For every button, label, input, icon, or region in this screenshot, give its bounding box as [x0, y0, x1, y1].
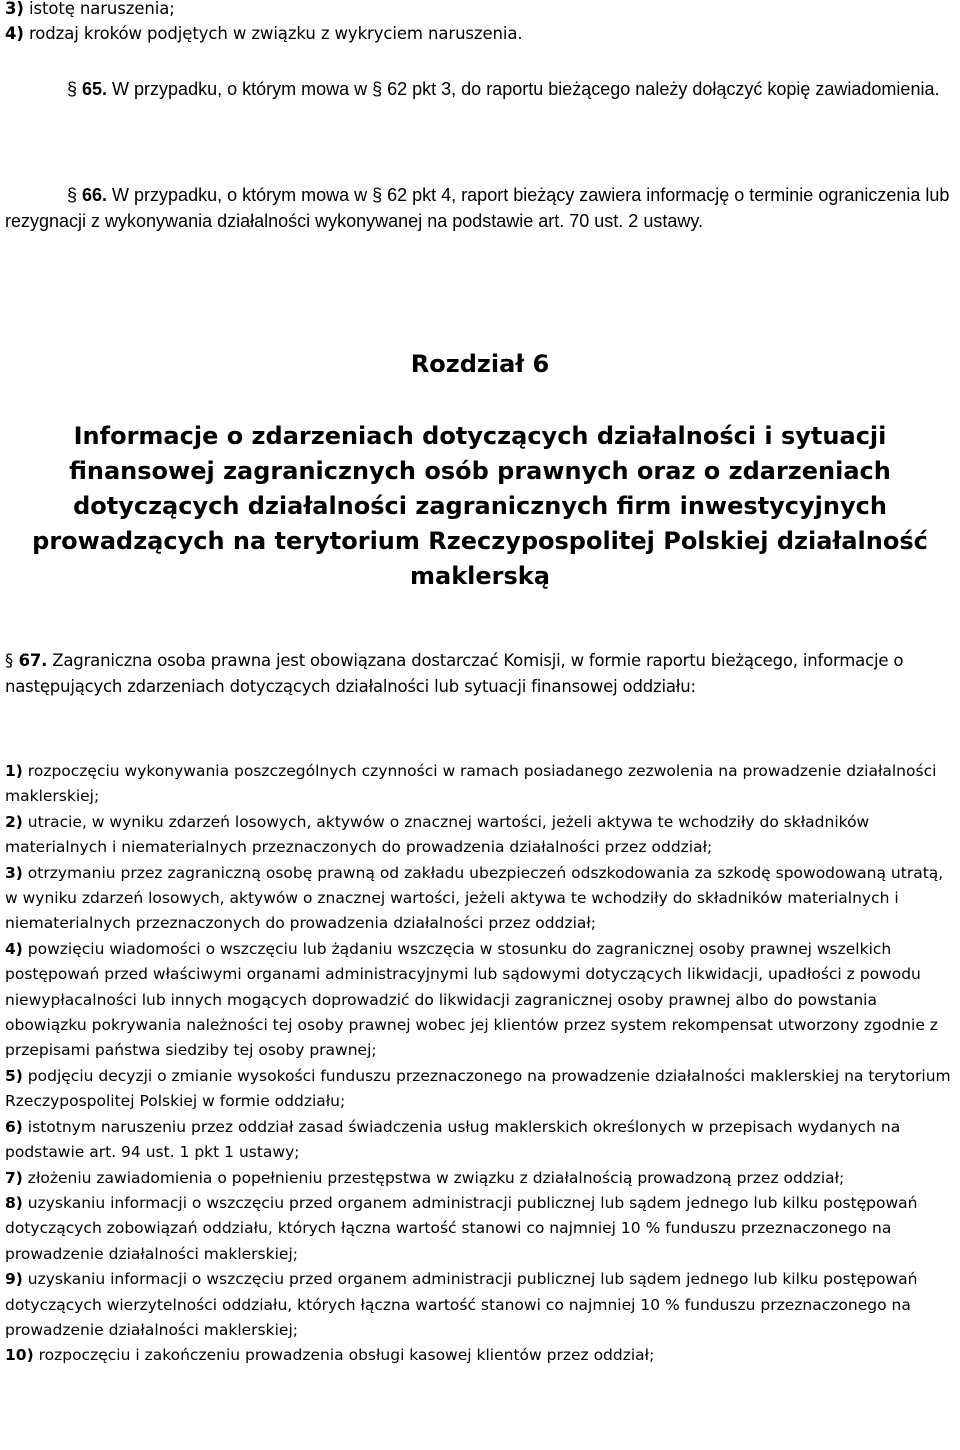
chapter-title-line: dotyczących działalności zagranicznych firm inwestycyjnych [73, 492, 887, 520]
item-text: uzyskaniu informacji o wszczęciu przed organem administracji publicznej lub sądem jednego lub kilku postępowań dotyczących zobowiązań oddziału, których łączna wartość stanowi co najmniej 10 % funduszu przeznaczonego na prowadzenie działalności maklerskiej; [5, 1193, 918, 1263]
item-number: 3) [5, 863, 23, 882]
item-text: istotę naruszenia; [23, 0, 175, 18]
paragraph-text: Zagraniczna osoba prawna jest obowiązana dostarczać Komisji, w formie raportu bieżącego, informacje o następujących zdarzeniach dotyczących działalności lub sytuacji finansowej oddziału: [5, 651, 904, 696]
list-item [5, 810, 957, 861]
list-item [5, 1166, 957, 1191]
list-item [5, 1115, 957, 1166]
paragraph-65 [5, 76, 955, 102]
list-item [5, 21, 955, 47]
item-number: 3) [5, 0, 24, 18]
paragraph-text: W przypadku, o którym mowa w § 62 pkt 3, do raportu bieżącego należy dołączyć kopię zawiadomienia. [107, 79, 940, 99]
item-number: 5) [5, 1066, 23, 1085]
chapter-title-line: maklerską [410, 562, 550, 590]
paragraph-number: 66. [77, 185, 108, 205]
item-text: złożeniu zawiadomienia o popełnieniu przestępstwa w związku z działalnością prowadzoną przez oddział; [22, 1168, 845, 1187]
paragraph-67 [5, 648, 955, 700]
chapter-title-line: prowadzących na terytorium Rzeczypospolitej Polskiej działalność [32, 527, 928, 555]
enumerated-list [5, 759, 957, 1369]
paragraph-text: W przypadku, o którym mowa w § 62 pkt 4, raport bieżący zawiera informację o terminie ograniczenia lub rezygnacji z wykonywania działalności wykonywanej na podstawie art. 70 ust. 2 ustawy. [5, 185, 950, 231]
item-number: 2) [5, 812, 23, 831]
list-item [5, 759, 957, 810]
chapter-title-line: finansowej zagranicznych osób prawnych oraz o zdarzeniach [69, 457, 891, 485]
item-text: podjęciu decyzji o zmianie wysokości funduszu przeznaczonego na prowadzenie działalności maklerskiej na terytorium Rzeczypospolitej Polskiej w formie oddziału; [5, 1066, 951, 1111]
item-text: istotnym naruszeniu przez oddział zasad świadczenia usług maklerskich określonych w przepisach wydanych na podstawie art. 94 ust. 1 pkt 1 ustawy; [5, 1117, 901, 1162]
list-item [5, 861, 957, 937]
item-text: rodzaj kroków podjętych w związku z wykryciem naruszenia. [23, 24, 523, 43]
section-sign: § [67, 79, 78, 99]
item-number: 8) [5, 1193, 23, 1212]
list-item [5, 1343, 957, 1368]
section-sign: § [5, 651, 14, 670]
item-number: 4) [5, 24, 24, 43]
chapter-title [0, 419, 960, 594]
list-item [5, 937, 957, 1064]
item-number: 9) [5, 1270, 23, 1289]
item-text: rozpoczęciu i zakończeniu prowadzenia obsługi kasowej klientów przez oddział; [33, 1346, 655, 1365]
list-item [5, 1267, 957, 1343]
section-sign: § [67, 185, 78, 205]
chapter-label: Rozdział 6 [410, 350, 550, 378]
list-item [5, 1191, 957, 1267]
item-text: powzięciu wiadomości o wszczęciu lub żądaniu wszczęcia w stosunku do zagranicznej osoby prawnej wszelkich postępowań przed właściwymi organami administracyjnymi lub sądowymi dotyczących likwidacji, upadłości z powodu niewypłacalności lub innych mogących doprowadzić do likwidacji zagranicznej osoby prawnej albo do powstania obowiązku pokrywania należności tej osoby prawnej wobec jej klientów przez system rekompensat utworzony zgodnie z przepisami państwa siedziby tej osoby prawnej; [5, 939, 938, 1060]
item-text: utracie, w wyniku zdarzeń losowych, aktywów o znacznej wartości, jeżeli aktywa te wchodziły do składników materialnych i niematerialnych przeznaczonych do prowadzenia działalności przez oddział; [5, 812, 870, 857]
item-text: rozpoczęciu wykonywania poszczególnych czynności w ramach posiadanego zezwolenia na prowadzenie działalności maklerskiej; [5, 762, 937, 806]
item-number: 7) [5, 1168, 23, 1187]
item-number: 1) [5, 762, 23, 780]
item-text: otrzymaniu przez zagraniczną osobę prawną od zakładu ubezpieczeń odszkodowania za szkodę spowodowaną utratą, w wyniku zdarzeń losowych, aktywów o znacznej wartości, jeżeli aktywa te wchodziły do składników materialnych i niematerialnych przeznaczonych do prowadzenia działalności przez oddział; [5, 863, 944, 933]
list-item [5, 1064, 957, 1115]
item-text: uzyskaniu informacji o wszczęciu przed organem administracji publicznej lub sądem jednego lub kilku postępowań dotyczących wierzytelności oddziału, których łączna wartość stanowi co najmniej 10 % funduszu przeznaczonego na prowadzenie działalności maklerskiej; [5, 1270, 918, 1339]
chapter-title-line: Informacje o zdarzeniach dotyczących działalności i sytuacji [73, 422, 887, 450]
paragraph-number: 65. [77, 79, 108, 99]
paragraph-number: 67. [13, 651, 48, 670]
list-item [5, 0, 955, 22]
item-number: 10) [5, 1346, 34, 1365]
item-number: 6) [5, 1117, 23, 1136]
item-number: 4) [5, 939, 23, 958]
paragraph-66 [5, 182, 955, 234]
